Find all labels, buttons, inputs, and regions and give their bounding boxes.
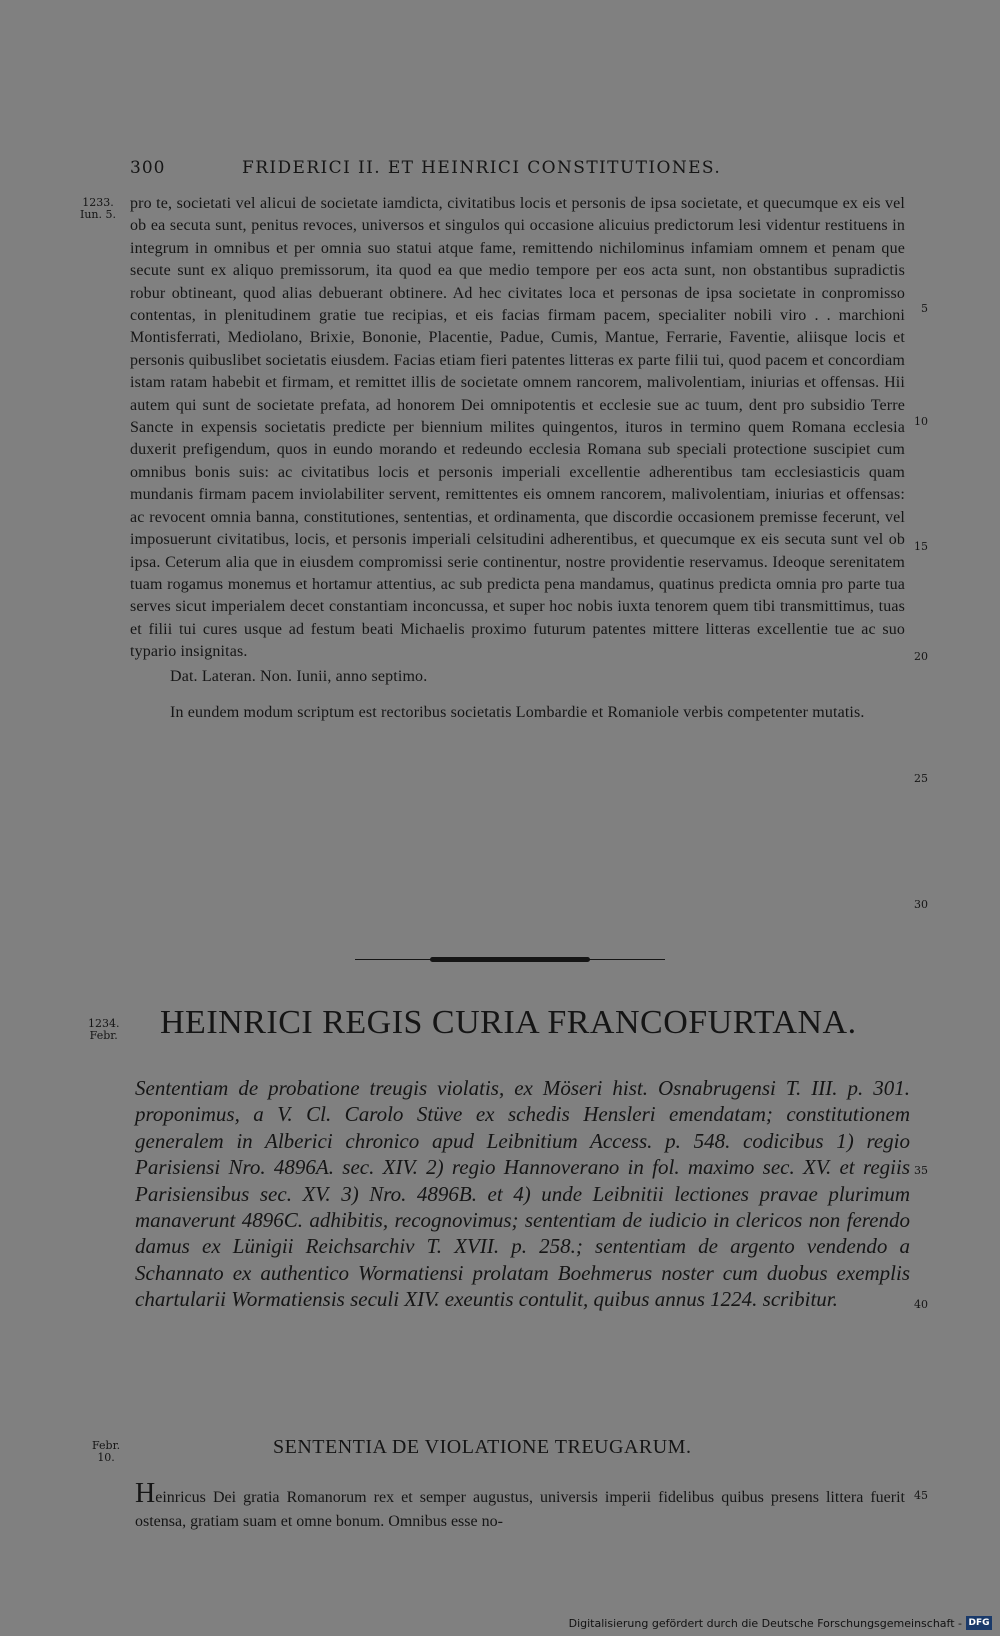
document-text: [135, 1478, 905, 1534]
section-divider: [355, 954, 665, 964]
digitization-credit: [569, 1616, 992, 1630]
margin-date-month: Febr.: [89, 1029, 118, 1042]
margin-date-year: 1234.: [88, 1017, 120, 1030]
document-title: SENTENTIA DE VIOLATIONE TREUGARUM.: [273, 1436, 692, 1458]
margin-date-month: Febr.: [92, 1439, 121, 1452]
section-title: HEINRICI REGIS CURIA FRANCOFURTANA.: [160, 1004, 857, 1041]
letter-body: [130, 193, 905, 724]
divider-thick-line: [430, 957, 590, 962]
margin-date-1: [80, 197, 116, 221]
letter-note: In eundem modum scriptum est rectoribus societatis Lombardie et Romaniole verbis competenter mutatis.: [170, 703, 865, 721]
editorial-note-text: Sententiam de probatione treugis violatis, ex Möseri hist. Osnabrugensi T. III. p. 301. proponimus, a V. Cl. Carolo Stüve ex schedis Hensleri emendatam; constitutionem generalem in Alberici chronico apud Leibnitium Access. p. 548. codicibus 1) regio Parisiensi Nro. 4896A. sec. XIV. 2) regio Hannoverano in fol. maximo sec. XV. et regiis Parisiensibus sec. XV. 3) Nro. 4896B. et 4) unde Leibnitii lectiones pravae plurimum manaverunt 4896C. adhibitis, recognovimus; sententiam de iudicio in clericos non ferendo damus ex Lünigii Reichsarchiv T. XVII. p. 258.; sententiam de argento vendendo a Schannato ex authentico Wormatiensi prolatam Boehmerus noster cum duobus exemplis chartularii Wormatiensis seculi XIV. exeuntis contulit, quibus annus 1224. scribitur.: [135, 1076, 910, 1312]
letter-paragraph: pro te, societati vel alicui de societate iamdicta, civitatibus locis et personis de ipsa societate, et quecumque ex eis vel ob ea secuta sunt, penitus revoces, universos et singulos qui occasione alicuius predictorum lesi videntur restituens in integrum in omnibus et per omnia suo statui atque fame, remittendo nichilominus infamiam omnem et penam que secute sunt ex aliquo premissorum, ita quod ea que medio tempore per eos acta sunt, non obstantibus supradictis robur obtineant, quod alias debuerant obtinere. Ad hec civitates loca et personas de ipsa societate in conpromisso contentas, in plenitudinem gratie tue recipias, et eis facias firmam pacem, specialiter nobili viro . . marchioni Montisferrati, Mediolano, Brixie, Bononie, Placentie, Padue, Cumis, Mantue, Ferrarie, Faventie, aliisque locis et personis quibuslibet societatis eiusdem. Facias etiam fieri patentes litteras ex parte filii tui, quod pacem et concordiam istam ratam habebit et firmam, et remittet illis de societate omnem rancorem, malivolentiam, iniurias et offensas. Hii autem qui sunt de societate prefata, ad honorem Dei omnipotentis et ecclesie sue ac tuum, dent pro subsidio Terre Sancte in expensis societatis predicte per biennium milites quingentos, ituros in termino quem Romana ecclesia duxerit prefigendum, quos in eundo morando et redeundo ecclesia Romana sub speciali protectione suscipiet cum omnibus bonis suis: ac civitatibus locis et personis imperiali excellentie adherentibus tam ecclesiasticis quam mundanis firmam pacem inviolabiliter servent, remittentes eis omnem rancorem, malivolentiam, iniurias et offensas: ac revocent omnia banna, constitutiones, sententias, et ordinamenta, que discordie occasionem premisse fecerunt, vel imposuerunt civitatibus, locis, et personis imperiali celsitudini adherentibus, et quecumque ex eis secuta sunt vel ob ipsa. Ceterum alia que in eiusdem compromissi serie continentur, nostre providentie reservamus. Ideoque serenitatem tuam rogamus monemus et hortamur attentius, ac sub predicta pena mandamus, quatinus predicta omnia pro parte tua serves sicut imperialem decet constantiam inconcussa, et super hoc nobis iuxta tenorem quem tibi transmittimus, tuas et filii tui cures usque ad festum beati Michaelis proximo futurum patentes mittere litteras excellentie tue ac suo typario insignitas.: [130, 195, 905, 661]
margin-date-day: Iun. 5.: [80, 208, 117, 221]
initial-letter: H: [135, 1478, 156, 1509]
margin-date-year: 1233.: [82, 196, 114, 209]
line-number-5: 5: [921, 302, 928, 315]
editorial-note: [135, 1075, 910, 1313]
running-title: FRIDERICI II. ET HEINRICI CONSTITUTIONES.: [242, 158, 722, 178]
line-number-10: 10: [914, 415, 928, 428]
line-number-25: 25: [914, 772, 928, 785]
line-number-35: 35: [914, 1164, 928, 1177]
document-opening: einricus Dei gratia Romanorum rex et semper augustus, universis imperii fidelibus quibus presens littera fuerit ostensa, gratiam suam et omne bonum. Omnibus esse no-: [135, 1489, 905, 1530]
letter-dating: Dat. Lateran. Non. Iunii, anno septimo.: [170, 667, 428, 685]
credit-text: Digitalisierung gefördert durch die Deutsche Forschungsgemeinschaft -: [568, 1616, 962, 1630]
page-number: 300: [130, 158, 166, 178]
margin-date-2: [88, 1018, 120, 1042]
line-number-30: 30: [914, 898, 928, 911]
dfg-logo-icon: DFG: [966, 1616, 992, 1630]
margin-date-day: 10.: [97, 1451, 115, 1464]
line-number-15: 15: [914, 540, 928, 553]
line-number-20: 20: [914, 650, 928, 663]
margin-date-3: [92, 1440, 120, 1464]
line-number-45: 45: [914, 1489, 928, 1502]
line-number-40: 40: [914, 1298, 928, 1311]
